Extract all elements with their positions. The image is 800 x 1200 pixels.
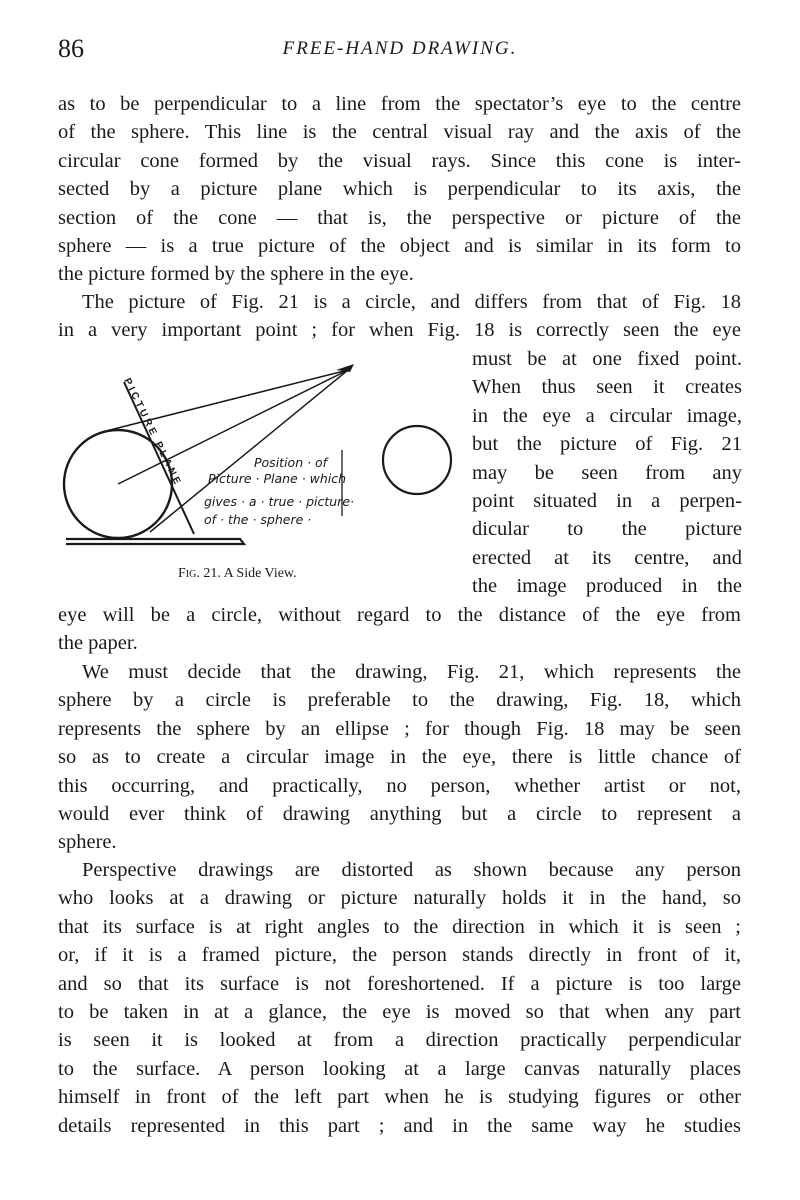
side-view-diagram bbox=[58, 356, 458, 556]
text-line: erected at its centre, and bbox=[472, 546, 742, 569]
text-line: must be at one fixed point. bbox=[472, 348, 742, 370]
text-line: of the sphere. This line is the central visual ray and the axis of the bbox=[58, 121, 741, 144]
text-line: sected by a picture plane which is perpendicular to its axis, the bbox=[58, 178, 741, 201]
text-line: section of the cone — that is, the perspective or picture of the bbox=[58, 206, 741, 229]
paragraph-3 bbox=[58, 658, 741, 857]
paragraph-2-top bbox=[58, 288, 741, 345]
page-header bbox=[58, 34, 742, 66]
text-line: eye will be a circle, without regard to the distance of the eye from bbox=[58, 604, 741, 626]
text-line: as to be perpendicular to a line from the spectator’s eye to the centre bbox=[58, 93, 741, 115]
text-line: and so that its surface is not foreshortened. If a picture is too large bbox=[58, 972, 741, 995]
paragraph-2-bottom bbox=[58, 601, 741, 658]
text-line: who looks at a drawing or picture naturally holds it in the hand, so bbox=[58, 887, 741, 910]
figure-caption bbox=[178, 566, 297, 582]
text-line: the paper. bbox=[58, 632, 138, 655]
eye-icon bbox=[336, 364, 354, 372]
text-line: to the surface. A person looking at a large canvas naturally places bbox=[58, 1057, 741, 1080]
text-line: that its surface is at right angles to the direction in which it is seen ; bbox=[58, 915, 741, 938]
paragraph-2-side bbox=[472, 345, 742, 601]
annotation-line-3: gives · a · true · picture· bbox=[204, 494, 354, 509]
text-line: in a very important point ; for when Fig. 18 is correctly seen the eye bbox=[58, 319, 741, 342]
paragraph-4 bbox=[58, 856, 741, 1140]
annotation-line-2: Picture · Plane · which bbox=[208, 471, 347, 486]
text-line: The picture of Fig. 21 is a circle, and differs from that of Fig. 18 bbox=[82, 291, 741, 313]
text-line: Perspective drawings are distorted as shown because any person bbox=[82, 859, 741, 881]
text-line: When thus seen it creates bbox=[472, 376, 742, 399]
text-line: circular cone formed by the visual rays. Since this cone is inter- bbox=[58, 149, 741, 172]
figure-21 bbox=[58, 356, 458, 556]
text-line: so as to create a circular image in the eye, there is little chance of bbox=[58, 746, 741, 769]
text-line: represents the sphere by an ellipse ; for though Fig. 18 may be seen bbox=[58, 717, 741, 740]
text-line: the image produced in the bbox=[472, 575, 742, 598]
text-line: sphere by a circle is preferable to the drawing, Fig. 18, which bbox=[58, 689, 741, 712]
text-line: to be taken in at a glance, the eye is moved so that when any part bbox=[58, 1001, 741, 1024]
text-line: or, if it is a framed picture, the person stands directly in front of it, bbox=[58, 944, 741, 967]
text-line: but the picture of Fig. 21 bbox=[472, 433, 742, 456]
picture-circle bbox=[383, 426, 451, 494]
text-line: in the eye a circular image, bbox=[472, 404, 742, 427]
caption-text: A Side View. bbox=[223, 566, 297, 581]
text-line: point situated in a perpen- bbox=[472, 490, 742, 513]
text-line: We must decide that the drawing, Fig. 21, which represents the bbox=[82, 661, 741, 683]
ground-line bbox=[66, 539, 244, 544]
annotation-line-1: Position · of bbox=[254, 455, 328, 470]
text-line: himself in front of the left part when he is studying figures or other bbox=[58, 1086, 741, 1109]
running-title: FREE-HAND DRAWING. bbox=[282, 38, 518, 59]
text-line: this occurring, and practically, no person, whether artist or not, bbox=[58, 774, 741, 797]
text-line: would ever think of drawing anything but a circle to represent a bbox=[58, 803, 741, 826]
text-line: dicular to the picture bbox=[472, 518, 742, 541]
text-line: sphere. bbox=[58, 831, 117, 854]
page-number: 86 bbox=[58, 34, 84, 63]
picture-plane-label: PICTURE PLANE bbox=[121, 376, 184, 489]
text-line: sphere — is a true picture of the object and is similar in its form to bbox=[58, 235, 741, 258]
caption-figure-number: Fig. 21. bbox=[178, 566, 221, 581]
annotation-line-4: of · the · sphere · bbox=[204, 512, 312, 527]
text-line: the picture formed by the sphere in the eye. bbox=[58, 263, 414, 286]
text-line: details represented in this part ; and in the same way he studies bbox=[58, 1114, 741, 1137]
paragraph-1 bbox=[58, 90, 741, 289]
text-line: is seen it is looked at from a direction practically perpendicular bbox=[58, 1029, 741, 1052]
text-line: may be seen from any bbox=[472, 461, 742, 484]
